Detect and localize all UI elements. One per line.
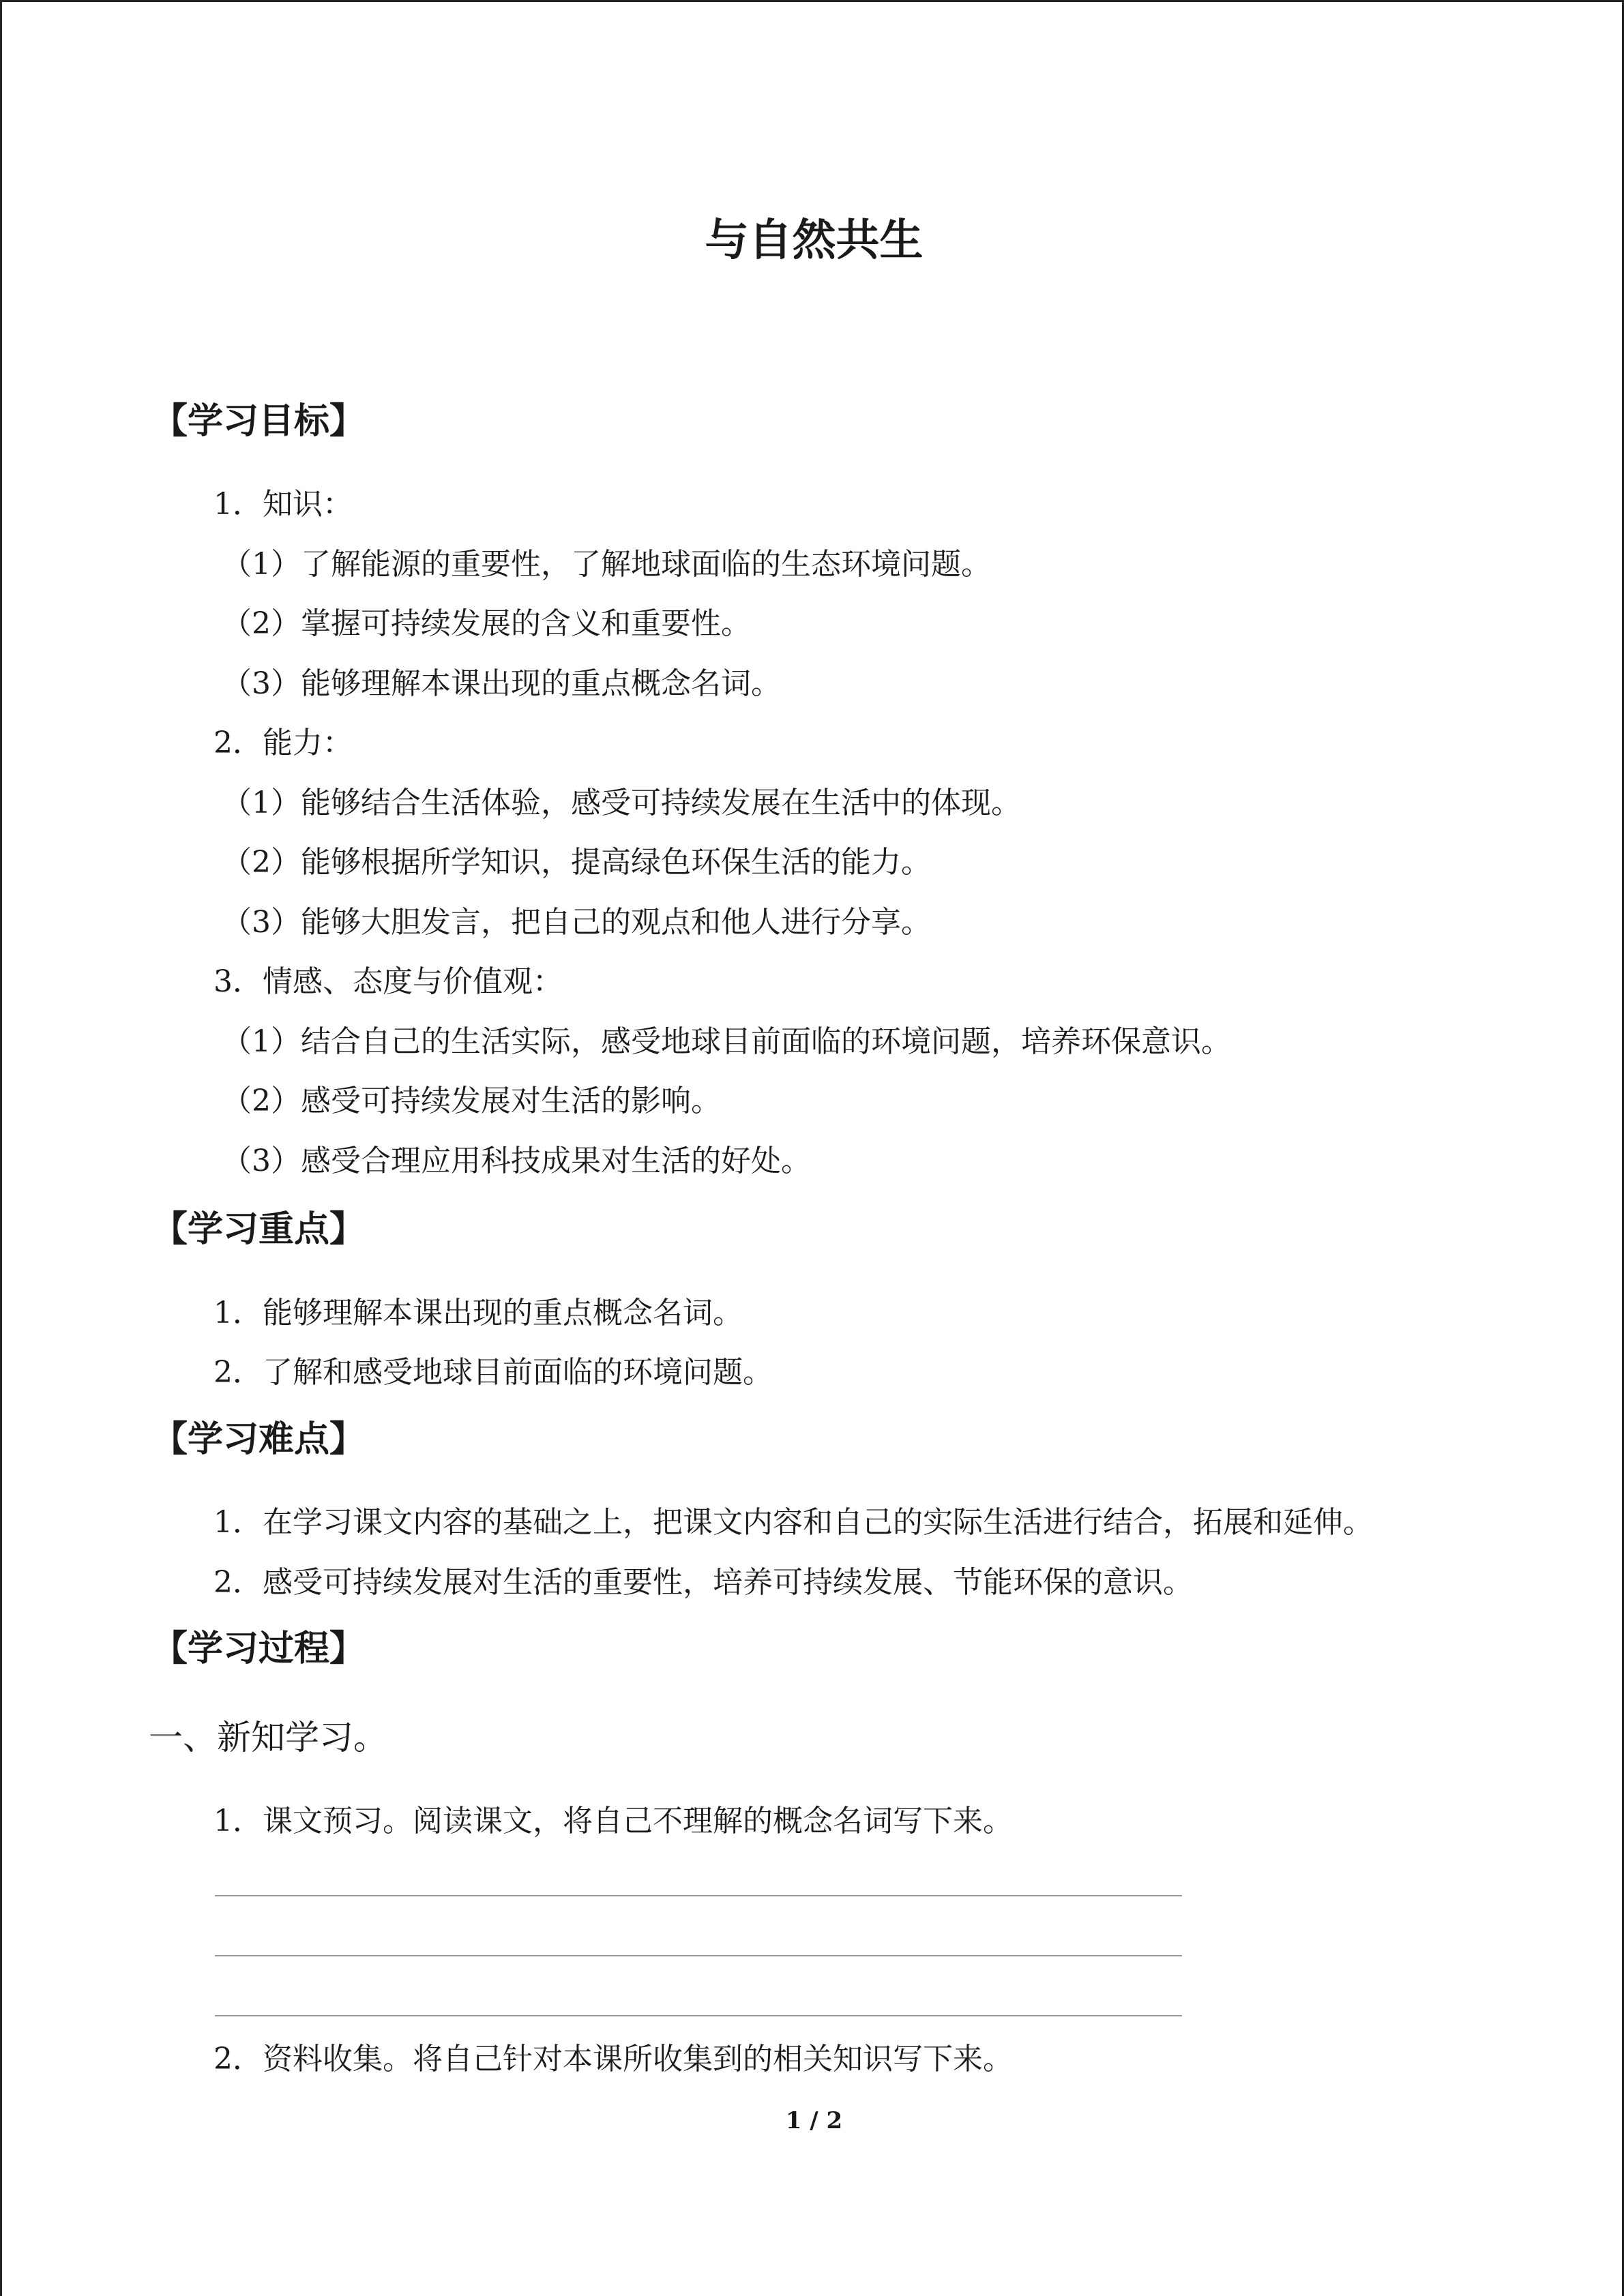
focus-item-1: 1．能够理解本课出现的重点概念名词。: [213, 1296, 743, 1330]
heading-key-points: 【学习重点】: [152, 1209, 366, 1250]
goal-ability-3: （3）能够大胆发言，把自己的观点和他人进行分享。: [222, 905, 931, 940]
process-part-1: 一、新知学习。: [149, 1718, 387, 1757]
answer-line-1: [215, 1895, 1182, 1896]
goal-ability: 2．能力：: [213, 726, 353, 760]
goal-ability-2: （2）能够根据所学知识，提高绿色环保生活的能力。: [222, 845, 931, 880]
difficulty-item-1: 1．在学习课文内容的基础之上，把课文内容和自己的实际生活进行结合，拓展和延伸。: [213, 1505, 1373, 1540]
goal-knowledge-1: （1）了解能源的重要性，了解地球面临的生态环境问题。: [222, 547, 991, 582]
heading-learning-goals: 【学习目标】: [152, 401, 366, 442]
process-item-2: 2．资料收集。将自己针对本课所收集到的相关知识写下来。: [213, 2042, 1013, 2076]
goal-emotion-1: （1）结合自己的生活实际，感受地球目前面临的环境问题，培养环保意识。: [222, 1024, 1231, 1059]
goal-emotion: 3．情感、态度与价值观：: [213, 964, 563, 999]
goal-knowledge-3: （3）能够理解本课出现的重点概念名词。: [222, 666, 781, 701]
page-title: 与自然共生: [705, 215, 924, 266]
page-number: 1 / 2: [785, 2107, 843, 2134]
goal-ability-1: （1）能够结合生活体验，感受可持续发展在生活中的体现。: [222, 786, 1021, 820]
heading-difficulties: 【学习难点】: [152, 1419, 366, 1460]
goal-knowledge-2: （2）掌握可持续发展的含义和重要性。: [222, 606, 751, 641]
goal-emotion-2: （2）感受可持续发展对生活的影响。: [222, 1084, 721, 1118]
goal-emotion-3: （3）感受合理应用科技成果对生活的好处。: [222, 1144, 811, 1178]
answer-line-2: [215, 1955, 1182, 1956]
answer-line-3: [215, 2015, 1182, 2016]
difficulty-item-2: 2．感受可持续发展对生活的重要性，培养可持续发展、节能环保的意识。: [213, 1565, 1193, 1600]
process-item-1: 1．课文预习。阅读课文，将自己不理解的概念名词写下来。: [213, 1804, 1013, 1838]
goal-knowledge: 1．知识：: [213, 487, 353, 522]
focus-item-2: 2．了解和感受地球目前面临的环境问题。: [213, 1355, 773, 1390]
heading-learning-process: 【学习过程】: [152, 1628, 366, 1669]
